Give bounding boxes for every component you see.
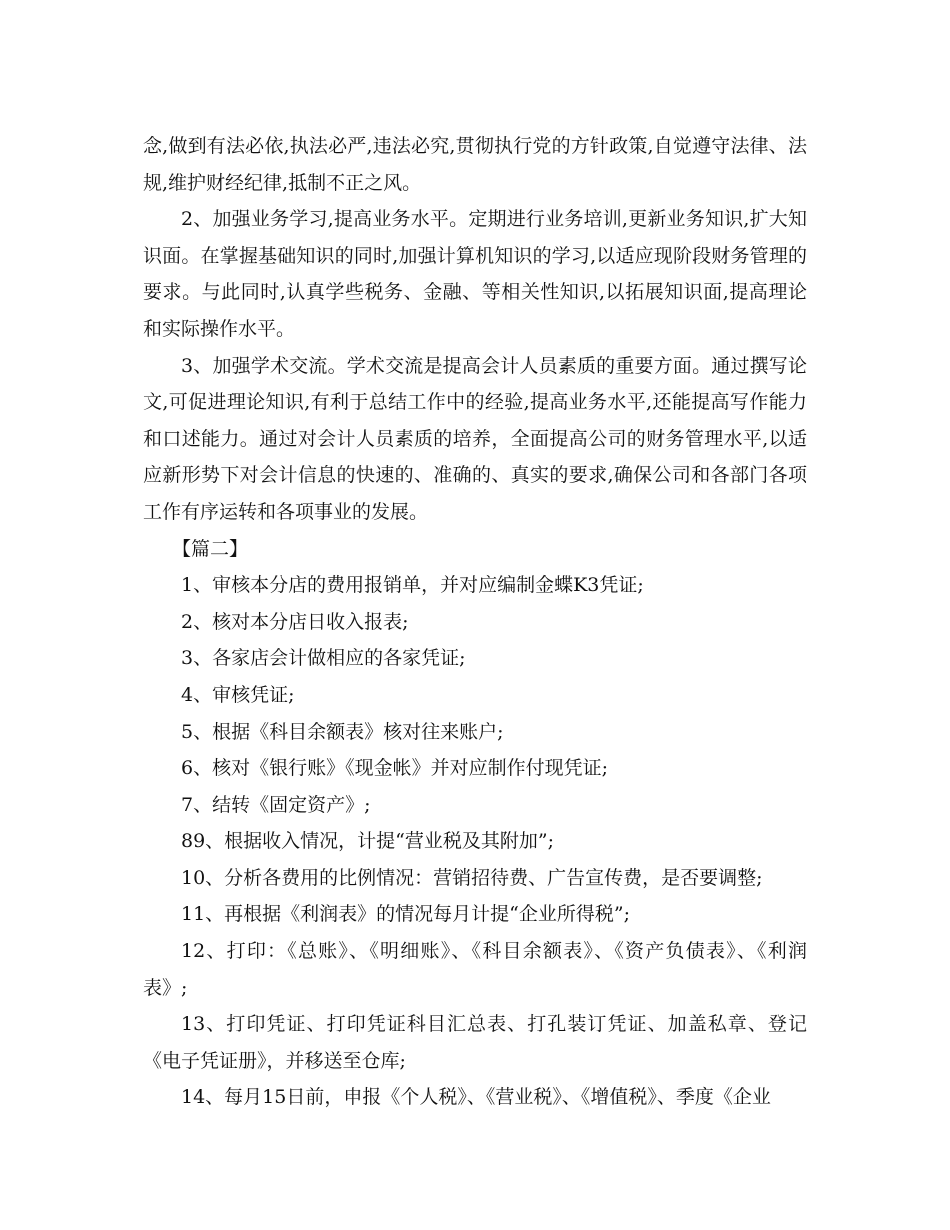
paragraph-item-2: 2、加强业务学习,提高业务水平。定期进行业务培训,更新业务知识,扩大知识面。在掌握基础知识的同时,加强计算机知识的学习,以适应现阶段财务管理的要求。与此同时,认真学些税务、金融、等相关性知识,以拓展知识面,提高理论和实际操作水平。 (143, 208, 807, 340)
list-item: 89、根据收入情况，计提“营业税及其附加”; (181, 830, 555, 853)
list-item: 7、结转《固定资产》; (181, 793, 371, 816)
list-item: 10、分析各费用的比例情况：营销招待费、广告宣传费，是否要调整; (181, 866, 763, 889)
list-item: 14、每月15日前，申报《个人税》、《营业税》、《增值税》、季度《企业 (181, 1086, 771, 1109)
list-item: 2、核对本分店日收入报表; (181, 610, 409, 633)
section-heading: 【篇二】 (172, 537, 249, 560)
list-item: 5、根据《科目余额表》核对往来账户; (181, 720, 504, 743)
list-item: 3、各家店会计做相应的各家凭证; (181, 647, 466, 670)
list-item: 12、打印：《总账》、《明细账》、《科目余额表》、《资产负债表》、《利润表》; (143, 940, 807, 999)
list-item: 1、审核本分店的费用报销单，并对应编制金蝶K3凭证; (181, 574, 644, 597)
list-item: 4、审核凭证; (181, 683, 295, 706)
list-item: 6、核对《银行账》《现金帐》并对应制作付现凭证; (181, 757, 608, 780)
list-item: 11、再根据《利润表》的情况每月计提“企业所得税”; (181, 903, 631, 926)
list-item: 13、打印凭证、打印凭证科目汇总表、打孔装订凭证、加盖私章、登记《电子凭证册》，并移送至仓库; (143, 1013, 807, 1072)
paragraph-item-3: 3、加强学术交流。学术交流是提高会计人员素质的重要方面。通过撰写论文,可促进理论知识,有利于总结工作中的经验,提高业务水平,还能提高写作能力和口述能力。通过对会计人员素质的培养，全面提高公司的财务管理水平,以适应新形势下对会计信息的快速的、准确的、真实的要求,确保公司和各部门各项工作有序运转和各项事业的发展。 (143, 354, 807, 523)
document-body (143, 128, 807, 1116)
paragraph-continued: 念,做到有法必依,执法必严,违法必究,贯彻执行党的方针政策,自觉遵守法律、法规,维护财经纪律,抵制不正之风。 (143, 135, 807, 194)
